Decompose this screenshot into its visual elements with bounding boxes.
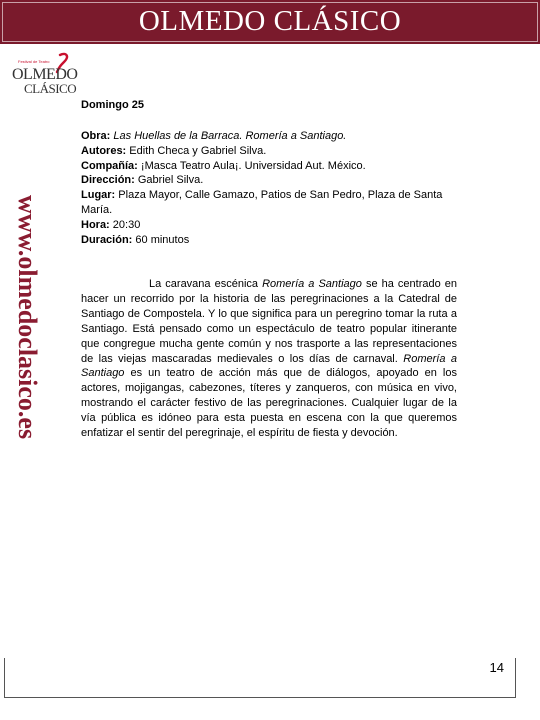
- detail-autores: [81, 144, 461, 159]
- detail-lugar: [81, 188, 461, 218]
- logo-word1: OLMEDO: [12, 66, 78, 83]
- event-day: Domingo 25: [81, 99, 144, 111]
- festival-logo: [10, 52, 84, 98]
- detail-label: Obra:: [81, 130, 111, 142]
- header-title: OLMEDO CLÁSICO: [138, 5, 402, 37]
- detail-label: Autores:: [81, 144, 127, 157]
- desc-text-2: se ha centrado en hacer un recorrido por la historia de las peregrinaciones a la Catedral de Santiago de Compostela. Y lo que significa para un peregrino tomar la ruta a Santiago. Está pensado como un espectáculo de teatro popular itinerante que congregue mucha gente común y nos trasporte a las representaciones de las viejas mascaradas medievales o los días de carnaval.: [81, 278, 457, 365]
- detail-label: Hora:: [81, 218, 110, 231]
- desc-text-1: La caravana escénica: [149, 278, 263, 290]
- detail-compania: [81, 159, 461, 174]
- detail-hora: [81, 218, 461, 233]
- page-header: [0, 0, 540, 46]
- detail-value: 60 minutos: [135, 233, 190, 246]
- page-number: 14: [489, 660, 504, 675]
- detail-direccion: [81, 173, 461, 188]
- detail-label: Dirección:: [81, 174, 135, 187]
- detail-label: Lugar:: [81, 189, 116, 202]
- event-details: [81, 129, 461, 247]
- desc-play-title-2: Romería a Santiago: [81, 352, 458, 380]
- logo-graphic: [10, 52, 84, 98]
- detail-value: Edith Checa y Gabriel Silva.: [129, 144, 267, 157]
- desc-text-3: es un teatro de acción más que de diálogos, apoyado en los actores, mojigangas, cabezones, títeres y zanqueros, con música en vivo, mostrando el carácter festivo de las peregrinaciones. Cualquier lugar de la vía pública es idóneo para esta puesta en escena con la que queremos enfatizar el sentir del peregrinaje, el espíritu de fiesta y devoción.: [81, 367, 457, 440]
- detail-obra: [81, 129, 461, 144]
- detail-duracion: [81, 233, 461, 248]
- detail-value: Las Huellas de la Barraca. Romería a Santiago.: [113, 130, 347, 142]
- detail-label: Compañía:: [81, 159, 138, 172]
- detail-value: Gabriel Silva.: [137, 174, 204, 187]
- detail-value: Plaza Mayor, Calle Gamazo, Patios de San Pedro, Plaza de Santa María.: [81, 189, 443, 216]
- desc-play-title-1: Romería a Santiago: [262, 278, 362, 290]
- detail-value: ¡Masca Teatro Aula¡. Universidad Aut. México.: [140, 159, 366, 172]
- logo-small-text: Festival de Teatro: [18, 59, 50, 64]
- side-website-url: www.olmedoclasico.es: [13, 195, 42, 440]
- logo-word2: CLÁSICO: [24, 81, 77, 96]
- detail-label: Duración:: [81, 233, 133, 246]
- detail-value: 20:30: [112, 218, 141, 231]
- footer-frame: [4, 658, 516, 698]
- event-description: [81, 277, 457, 441]
